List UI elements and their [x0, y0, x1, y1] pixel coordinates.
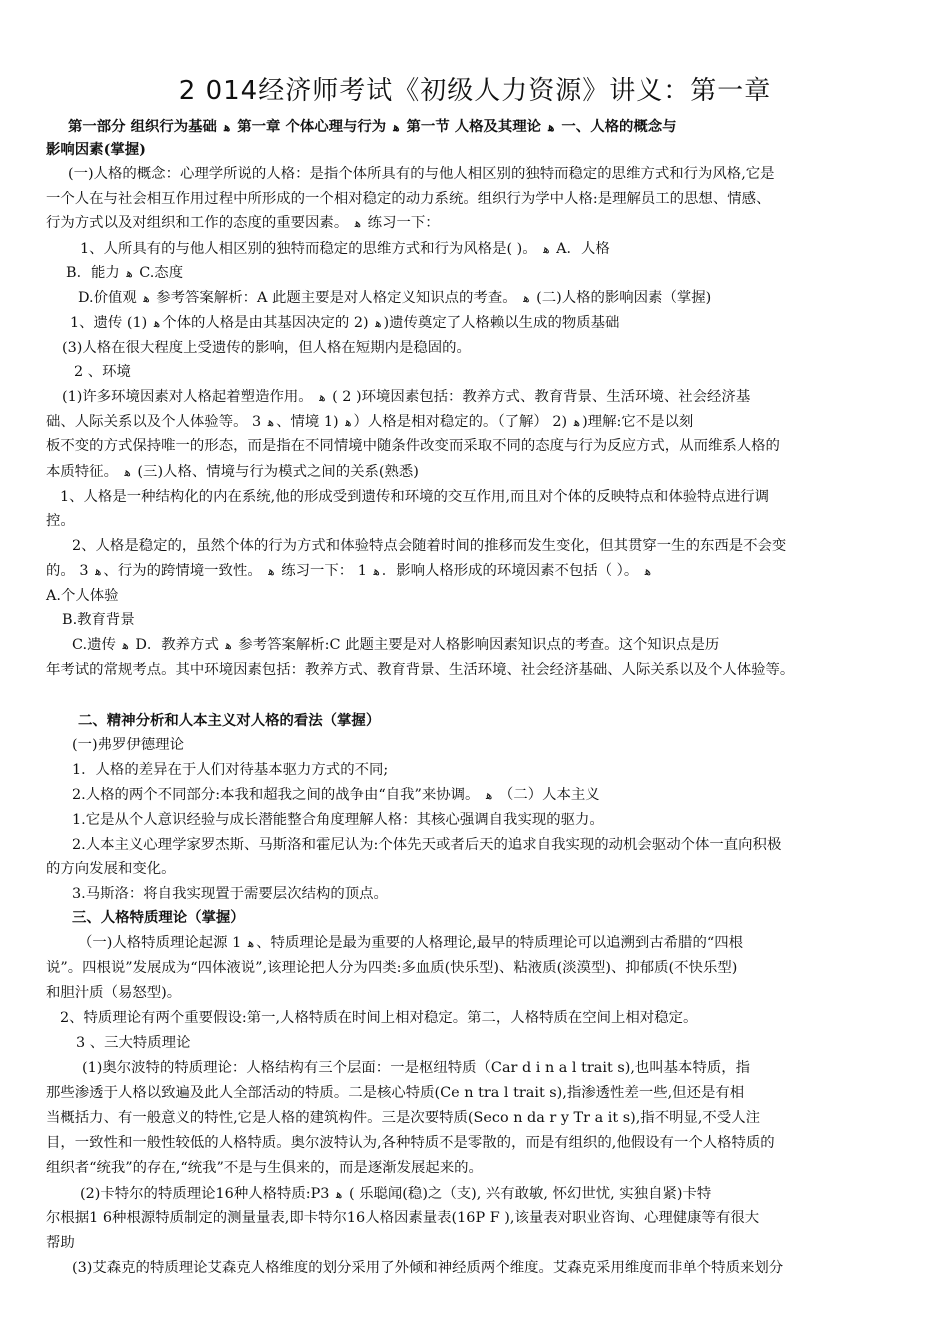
text-run: )理解:它不是以刻 — [582, 414, 694, 430]
text-line — [46, 412, 693, 432]
line-break-marker: ﻫ — [247, 936, 255, 950]
text-run: 练习一下： 1 — [276, 563, 372, 579]
line-break-marker: ﻫ — [375, 316, 382, 330]
text-run: ( 2 )环境因素包括：教养方式、教育背景、生活环境、社会经济基 — [327, 389, 751, 405]
text-run: 础、人际关系以及个人体验等。 3 — [46, 414, 266, 430]
text-run: 第一章 个体心理与行为 — [232, 118, 392, 135]
text-line — [78, 711, 380, 731]
text-run: (2)卡特尔的特质理论16种人格特质:P3 — [80, 1186, 335, 1202]
line-break-marker: ﻫ — [393, 120, 400, 134]
text-line — [46, 436, 780, 456]
text-line — [68, 117, 677, 137]
text-run: C.遗传 — [72, 637, 121, 653]
line-break-marker: ﻫ — [267, 415, 275, 429]
text-line — [46, 958, 737, 978]
text-line — [72, 735, 184, 755]
text-line — [72, 785, 600, 805]
line-break-marker: ﻫ — [122, 638, 129, 652]
document-title: 2 014经济师考试《初级人力资源》讲义：第一章 — [178, 76, 772, 106]
text-run: 1、人所具有的与他人相区别的独特而稳定的思维方式和行为风格是( )。 — [80, 241, 542, 257]
text-run: A.个人体验 — [46, 588, 119, 604]
text-run: 帮助 — [46, 1235, 75, 1251]
text-run: 1、人格是一种结构化的内在系统,他的形成受到遗传和环境的交互作用,而且对个体的反映特点和体验特点进行调 — [60, 489, 770, 505]
line-break-marker: ﻫ — [373, 564, 380, 578]
text-run: 那些渗透于人格以致遍及此人全部活动的特质。二是核心特质(Ce n tra l trait s),指渗透性差一些,但还是有相 — [46, 1085, 745, 1101]
text-line — [72, 1258, 783, 1278]
line-break-marker: ﻫ — [153, 316, 161, 330]
text-run: (3)艾森克的特质理论艾森克人格维度的划分采用了外倾和神经质两个维度。艾森克采用维度而非单个特质来划分 — [72, 1260, 784, 1276]
text-run: B．能力 — [66, 265, 125, 281]
text-line — [46, 1083, 744, 1103]
text-run: (3)人格在很大程度上受遗传的影响，但人格在短期内是稳固的。 — [62, 340, 471, 356]
text-line — [62, 610, 135, 630]
text-line — [80, 239, 610, 259]
text-run: 一、人格的概念与 — [556, 118, 677, 135]
text-run: 尔根据1 6种根源特质制定的测量量表,即卡特尔16人格因素量表(16P F ),该量表对职业咨询、心理健康等有很大 — [46, 1210, 760, 1226]
text-run: 三、人格特质理论（掌握） — [72, 909, 245, 926]
text-run: 二、精神分析和人本主义对人格的看法（掌握） — [78, 712, 381, 729]
text-run: (二)人格的影响因素（掌握) — [531, 290, 712, 306]
text-run: 1．人格的差异在于人们对待基本驱力方式的不同; — [72, 762, 389, 778]
text-run: 2.人本主义心理学家罗杰斯、马斯洛和霍尼认为:个体先天或者后天的追求自我实现的动机会驱动个体一直向积极 — [72, 837, 782, 853]
text-run: (三)人格、情境与行为模式之间的关系(熟悉) — [132, 464, 419, 480]
text-run: 说”。四根说”发展成为“四体液说”,该理论把人分为四类:多血质(快乐型)、粘液质(淡漠型)、抑郁质(不快乐型) — [46, 960, 738, 976]
text-run: 2、特质理论有两个重要假设:第一,人格特质在时间上相对稳定。第二，人格特质在空间上相对稳定。 — [60, 1010, 698, 1026]
text-run: )遗传奠定了人格赖以生成的物质基础 — [383, 315, 620, 331]
text-run: 控。 — [46, 513, 75, 529]
text-run: （一)人格特质理论起源 1 — [78, 935, 246, 951]
text-line — [78, 288, 711, 308]
text-run: 第一部分 组织行为基础 — [68, 118, 222, 135]
text-run: 组织者“统我”的存在,“统我”不是与生俱来的，而是逐渐发展起来的。 — [46, 1160, 483, 1176]
text-run: 第一节 人格及其理论 — [401, 118, 547, 135]
text-run: 1、遗传 (1) — [70, 315, 152, 331]
text-run: D.价值观 — [78, 290, 142, 306]
text-run: 本质特征。 — [46, 464, 123, 480]
text-run: 2.人格的两个不同部分:本我和超我之间的战争由“自我”来协调。 — [72, 787, 485, 803]
text-line — [72, 536, 786, 556]
line-break-marker: ﻫ — [573, 415, 581, 429]
text-line — [46, 660, 794, 680]
text-run: B.教育背景 — [62, 612, 135, 628]
text-line — [78, 933, 743, 953]
line-break-marker: ﻫ — [126, 266, 133, 280]
text-line — [46, 462, 419, 482]
text-run: 个体的人格是由其基因决定的 2) — [162, 315, 374, 331]
text-run: 的方向发展和变化。 — [46, 861, 176, 877]
text-run: 一个人在与社会相互作用过程中所形成的一个相对稳定的动力系统。组织行为学中人格:是理解员工的思想、情感、 — [46, 191, 771, 207]
text-run: 练习一下： — [363, 215, 440, 231]
text-run: 当概括力、有一般意义的特性,它是人格的建筑构件。三是次要特质(Seco n da r y Tr a it s),指不明显,不受人注 — [46, 1110, 760, 1126]
text-run: 、行为的跨情境一致性。 — [103, 563, 267, 579]
text-line — [68, 164, 775, 184]
text-run: 、特质理论是最为重要的人格理论,最早的特质理论可以追溯到古希腊的“四根 — [256, 935, 743, 951]
text-line — [46, 213, 440, 233]
text-run: D．教养方式 — [130, 637, 224, 653]
text-run: 和胆汁质（易怒型)。 — [46, 985, 182, 1001]
text-run: 目，一致性和一般性较低的人格特质。奥尔波特认为,各种特质不是零散的，而是有组织的,他假设有一个人格特质的 — [46, 1135, 775, 1151]
text-line — [62, 387, 750, 407]
text-run: 、情境 1) — [276, 414, 344, 430]
line-break-marker: ﻫ — [268, 564, 275, 578]
text-line — [62, 338, 471, 358]
line-break-marker: ﻫ — [543, 242, 550, 256]
text-run: 的。 3 — [46, 563, 94, 579]
line-break-marker: ﻫ — [548, 120, 555, 134]
text-run: 2、人格是稳定的，虽然个体的行为方式和体验特点会随着时间的推移而发生变化，但其贯穿一生的东西是不会变 — [72, 538, 787, 554]
text-run: 参考答案解析：A 此题主要是对人格定义知识点的考查。 — [151, 290, 522, 306]
text-line — [70, 313, 619, 333]
text-line — [46, 983, 181, 1003]
text-line — [72, 635, 719, 655]
text-line — [46, 561, 653, 581]
line-break-marker: ﻫ — [354, 216, 362, 230]
text-line — [72, 835, 781, 855]
line-break-marker: ﻫ — [345, 415, 352, 429]
text-run: C.态度 — [134, 265, 184, 281]
text-line — [46, 1108, 760, 1128]
text-run: 3 、三大特质理论 — [76, 1035, 191, 1051]
text-line — [46, 859, 176, 879]
text-line — [72, 884, 388, 904]
text-line — [60, 487, 769, 507]
text-run: A．人格 — [551, 241, 610, 257]
line-break-marker: ﻫ — [523, 291, 530, 305]
line-break-marker: ﻫ — [319, 390, 326, 404]
text-run: ）人格是相对稳定的。（了解） 2) — [353, 414, 572, 430]
text-line — [82, 1058, 750, 1078]
text-line — [46, 1233, 75, 1253]
text-line — [46, 1208, 759, 1228]
text-line — [60, 1008, 697, 1028]
text-run: (一)弗罗伊德理论 — [72, 737, 184, 753]
text-line — [46, 1133, 775, 1153]
text-run: (1)奥尔波特的特质理论：人格结构有三个层面：一是枢纽特质（Car d i n a l trait s),也叫基本特质，指 — [82, 1060, 751, 1076]
text-line — [72, 810, 604, 830]
text-run: 板不变的方式保持唯一的形态，而是指在不同情境中随条件改变而采取不同的态度与行为反应方式，从而维系人格的 — [46, 438, 780, 454]
line-break-marker: ﻫ — [143, 291, 150, 305]
text-run: 影响因素(掌握) — [46, 141, 146, 158]
text-line — [66, 263, 183, 283]
line-break-marker: ﻫ — [95, 564, 102, 578]
line-break-marker: ﻫ — [225, 638, 232, 652]
text-run: ( 乐聪闻(稳)之（支), 兴有敢敏, 怀幻世忧, 实独自紧)卡特 — [344, 1186, 712, 1202]
text-run: 3.马斯洛：将自我实现置于需要层次结构的顶点。 — [72, 886, 388, 902]
text-line — [46, 140, 146, 160]
text-run: （二）人本主义 — [494, 787, 600, 803]
text-run: 参考答案解析:C 此题主要是对人格影响因素知识点的考查。这个知识点是历 — [233, 637, 720, 653]
text-run: (一)人格的概念：心理学所说的人格：是指个体所具有的与他人相区别的独特而稳定的思维方式和行为风格,它是 — [68, 166, 775, 182]
text-run: ．影响人格形成的环境因素不包括（ ）。 — [381, 563, 643, 579]
text-line — [76, 1033, 190, 1053]
text-line — [46, 189, 770, 209]
line-break-marker: ﻫ — [486, 788, 493, 802]
text-line — [72, 760, 388, 780]
text-run: (1)许多环境因素对人格起着塑造作用。 — [62, 389, 318, 405]
line-break-marker: ﻫ — [644, 564, 652, 578]
text-line — [46, 1158, 483, 1178]
text-line — [74, 362, 131, 382]
text-line — [46, 511, 75, 531]
text-run: 1.它是从个人意识经验与成长潜能整合角度理解人格：其核心强调自我实现的驱力。 — [72, 812, 604, 828]
text-line — [72, 908, 245, 928]
text-line — [46, 586, 119, 606]
line-break-marker: ﻫ — [223, 120, 231, 134]
text-line — [80, 1184, 711, 1204]
text-run: 年考试的常规考点。其中环境因素包括：教养方式、教育背景、生活环境、社会经济基础、人际关系以及个人体验等。 — [46, 662, 795, 678]
line-break-marker: ﻫ — [124, 465, 131, 479]
text-run: 行为方式以及对组织和工作的态度的重要因素。 — [46, 215, 353, 231]
text-run: 2 、环境 — [74, 364, 131, 380]
line-break-marker: ﻫ — [336, 1187, 343, 1201]
